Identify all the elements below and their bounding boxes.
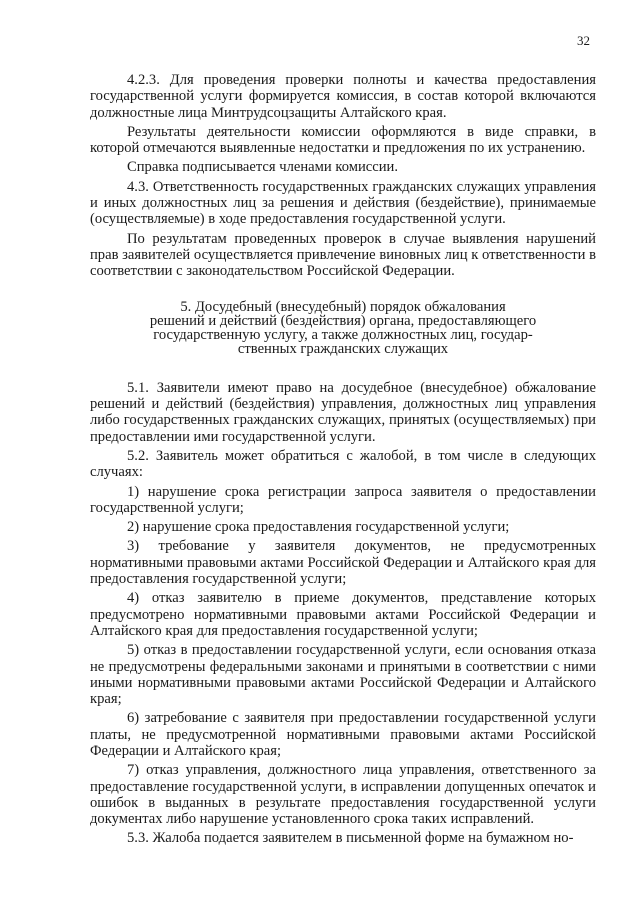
list-item: 1) нарушение срока регистрации запроса заявителя о предоставлении государственной услуги; [90, 483, 596, 516]
list-item: 6) затребование с заявителя при предоставлении государственной услуги платы, не предусмотренной нормативными правовыми актами Российской Федерации и Алтайского края; [90, 710, 596, 759]
list-item: 7) отказ управления, должностного лица управления, ответственного за предоставление государственной услуги, в исправлении допущенных опечаток и ошибок в выданных в результате предоставления государственной услуги документах либо нарушение установленного срока таких исправлений. [90, 762, 596, 828]
paragraph-4-2-3: 4.2.3. Для проведения проверки полноты и качества предоставления государственной услуги формируется комиссия, в состав которой включаются должностные лица Минтрудсоцзащиты Алтайского края. [90, 72, 596, 121]
list-item: 2) нарушение срока предоставления государственной услуги; [127, 519, 510, 536]
heading-line: государственную услугу, а также должностных лиц, государ- [153, 327, 533, 344]
paragraph-5-1: 5.1. Заявители имеют право на досудебное (внесудебное) обжалование решений и действий (бездействия) управления, должностных лиц управления либо государственных гражданских служащих, принятых (осуществляемых) при предоставлении ими государственной услуги. [90, 379, 596, 445]
section-5-heading [90, 300, 596, 357]
paragraph-5-2: 5.2. Заявитель может обратиться с жалобой, в том числе в следующих случаях: [90, 447, 596, 481]
paragraph-inspection-results: По результатам проведенных проверок в случае выявления нарушений прав заявителей осуществляется привлечение виновных лиц к ответственности в соответствии с законодательством Российской Федерации. [90, 230, 596, 280]
heading-line: ственных гражданских служащих [237, 341, 449, 358]
heading-line: 5. Досудебный (внесудебный) порядок обжалования [180, 298, 506, 315]
paragraph-5-3: 5.3. Жалоба подается заявителем в письменной форме на бумажном но- [127, 830, 574, 847]
page-number: 32 [577, 33, 590, 48]
paragraph-report-signed: Справка подписывается членами комиссии. [127, 159, 398, 176]
paragraph-commission-results: Результаты деятельности комиссии оформляются в виде справки, в которой отмечаются выявленные недостатки и предложения по их устранению. [90, 123, 596, 157]
list-item: 4) отказ заявителю в приеме документов, представление которых предусмотрено нормативными правовыми актами Российской Федерации и Алтайского края для предоставления государственной услуги; [90, 590, 596, 639]
section-5-body [90, 380, 596, 847]
page-content [90, 72, 596, 850]
paragraph-4-3: 4.3. Ответственность государственных гражданских служащих управления и иных должностных лиц за решения и действия (бездействие), принимаемые (осуществляемые) в ходе предоставления государственной услуги. [90, 178, 596, 228]
heading-line: решений и действий (бездействия) органа, предоставляющего [149, 312, 537, 329]
list-item: 3) требование у заявителя документов, не предусмотренных нормативными правовыми актами Российской Федерации и Алтайского края для предоставления государственной услуги; [90, 538, 596, 588]
list-item: 5) отказ в предоставлении государственной услуги, если основания отказа не предусмотрены федеральными законами и принятыми в соответствии с ними иными нормативными правовыми актами Российской Федерации и Алтайского края; [90, 642, 596, 708]
